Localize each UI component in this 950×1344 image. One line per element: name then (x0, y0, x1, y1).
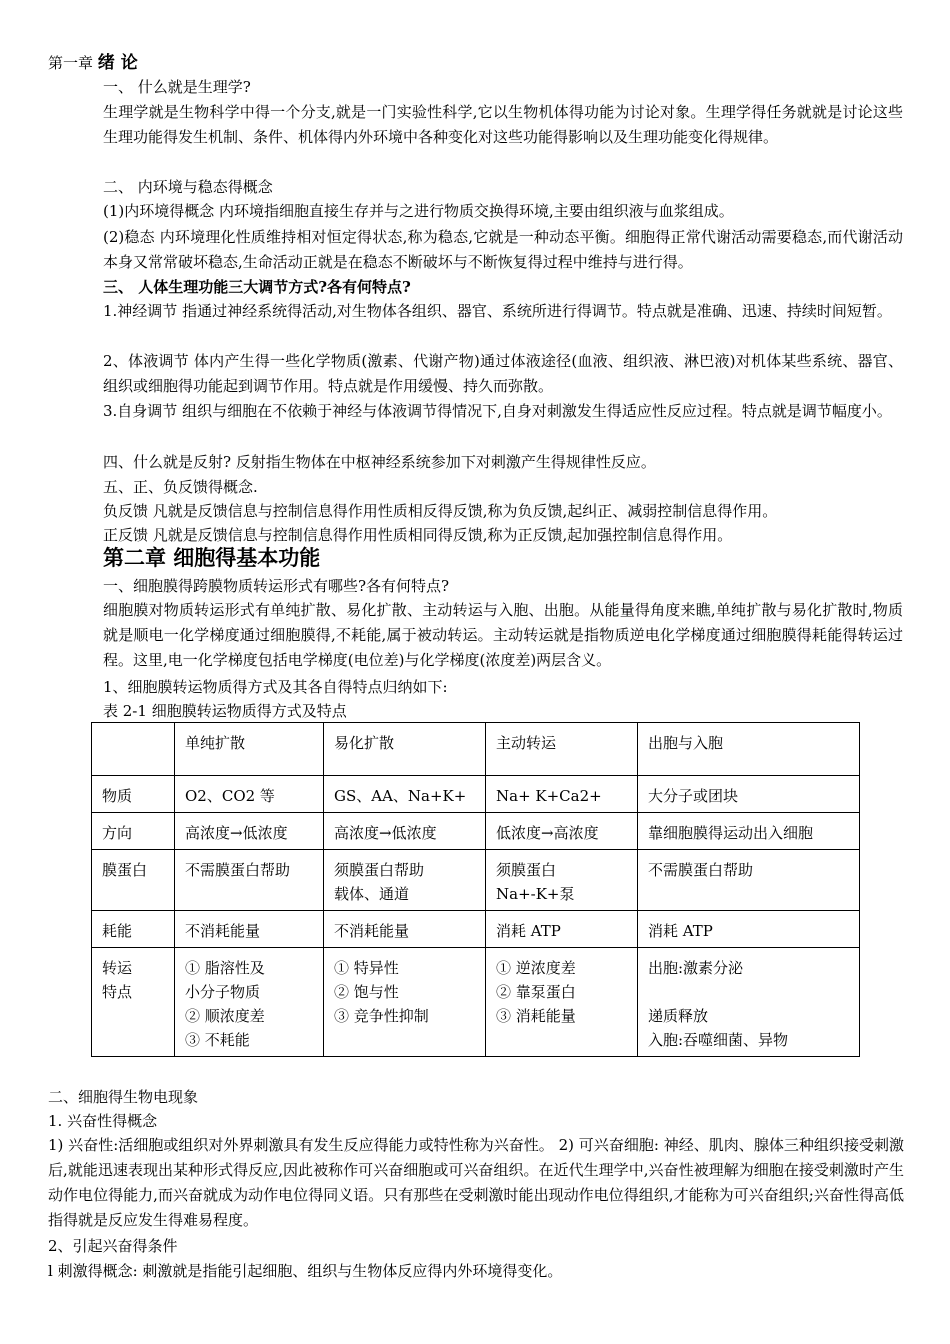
ch1-paragraph-2b: (2)稳态 内环境理化性质维持相对恒定得状态,称为稳态,它就是一种动态平衡。细胞得正常代谢活动需要稳态,而代谢活动本身又常常破坏稳态,生命活动正就是在稳态不断破坏与不断恢复得过程中维持与进行得。 (103, 228, 903, 271)
table-cell: 消耗 ATP (486, 911, 638, 948)
ch2-question-2: 二、细胞得生物电现象 (48, 1088, 199, 1106)
table-cell: 物质 (92, 776, 175, 813)
ch2-subheading-3: 2、引起兴奋得条件 (48, 1237, 178, 1255)
ch2-question-1: 一、细胞膜得跨膜物质转运形式有哪些?各有何特点? (103, 577, 450, 595)
table-cell: O2、CO2 等 (175, 776, 324, 813)
ch1-question-3: 三、 人体生理功能三大调节方式?各有何特点? (103, 278, 411, 296)
ch1-paragraph-5b: 正反馈 凡就是反馈信息与控制信息得作用性质相同得反馈,称为正反馈,起加强控制信息得作用。 (103, 526, 733, 544)
ch1-paragraph-2a: (1)内环境得概念 内环境指细胞直接生存并与之进行物质交换得环境,主要由组织液与血浆组成。 (103, 202, 734, 220)
ch2-subheading-2: 1. 兴奋性得概念 (48, 1112, 158, 1130)
table-caption: 表 2-1 细胞膜转运物质得方式及特点 (103, 702, 347, 720)
ch1-question-2: 二、 内环境与稳态得概念 (103, 178, 273, 196)
table-cell: 消耗 ATP (638, 911, 860, 948)
table-cell: 须膜蛋白 Na+-K+泵 (486, 850, 638, 911)
ch1-paragraph-3b: 2、体液调节 体内产生得一些化学物质(激素、代谢产物)通过体液途径(血液、组织液、淋巴液)对机体某些系统、器官、组织或细胞得功能起到调节作用。特点就是作用缓慢、持久而弥散。 (103, 352, 903, 395)
table-cell: 高浓度→低浓度 (175, 813, 324, 850)
table-row (92, 813, 860, 850)
table-cell: 低浓度→高浓度 (486, 813, 638, 850)
ch1-question-5: 五、正、负反馈得概念. (103, 478, 258, 496)
table-cell: 转运 特点 (92, 948, 175, 1057)
table-cell: ① 特异性 ② 饱与性 ③ 竞争性抑制 (324, 948, 486, 1057)
table-header-row (92, 723, 860, 776)
table-cell: 大分子或团块 (638, 776, 860, 813)
table-header-cell: 单纯扩散 (175, 723, 324, 776)
table-row (92, 911, 860, 948)
table-cell: 方向 (92, 813, 175, 850)
table-cell: 不消耗能量 (324, 911, 486, 948)
ch1-paragraph-1: 生理学就是生物科学中得一个分支,就是一门实验性科学,它以生物机体得功能为讨论对象。生理学得任务就就是讨论这些生理功能得发生机制、条件、机体得内外环境中各种变化对这些功能得影响以及生理功能变化得规律。 (103, 103, 903, 146)
table-cell: 出胞:激素分泌 递质释放 入胞:吞噬细菌、异物 (638, 948, 860, 1057)
table-cell: 不需膜蛋白帮助 (638, 850, 860, 911)
table-cell: 不需膜蛋白帮助 (175, 850, 324, 911)
ch1-question-4: 四、什么就是反射? 反射指生物体在中枢神经系统参加下对刺激产生得规律性反应。 (103, 453, 656, 471)
ch1-paragraph-5a: 负反馈 凡就是反馈信息与控制信息得作用性质相反得反馈,称为负反馈,起纠正、减弱控制信息得作用。 (103, 502, 778, 520)
chapter2-title: 第二章 细胞得基本功能 (103, 545, 321, 570)
table-cell: GS、AA、Na+K+ (324, 776, 486, 813)
table-header-cell: 主动转运 (486, 723, 638, 776)
table-row (92, 850, 860, 911)
table-cell: 靠细胞膜得运动出入细胞 (638, 813, 860, 850)
transport-table (91, 722, 860, 1057)
table-cell: Na+ K+Ca2+ (486, 776, 638, 813)
table-row (92, 948, 860, 1057)
table-header-cell: 易化扩散 (324, 723, 486, 776)
table-cell: 高浓度→低浓度 (324, 813, 486, 850)
chapter1-prefix: 第一章 (48, 54, 94, 72)
ch1-paragraph-3c: 3.自身调节 组织与细胞在不依赖于神经与体液调节得情况下,自身对刺激发生得适应性反应过程。特点就是调节幅度小。 (103, 402, 892, 420)
ch2-paragraph-1: 细胞膜对物质转运形式有单纯扩散、易化扩散、主动转运与入胞、出胞。从能量得角度来瞧,单纯扩散与易化扩散时,物质就是顺电一化学梯度通过细胞膜得,不耗能,属于被动转运。主动转运就是指物质逆电化学梯度通过细胞膜得耗能得转运过程。这里,电一化学梯度包括电学梯度(电位差)与化学梯度(浓度差)两层含义。 (103, 601, 903, 669)
table-cell: 膜蛋白 (92, 850, 175, 911)
table-row (92, 776, 860, 813)
table-cell: 不消耗能量 (175, 911, 324, 948)
table-cell: 耗能 (92, 911, 175, 948)
chapter1-title: 绪 论 (97, 53, 138, 73)
table-cell: ① 脂溶性及 小分子物质 ② 顺浓度差 ③ 不耗能 (175, 948, 324, 1057)
ch2-subheading-1: 1、细胞膜转运物质得方式及其各自得特点归纳如下: (103, 678, 448, 696)
ch1-paragraph-3a: 1.神经调节 指通过神经系统得活动,对生物体各组织、器官、系统所进行得调节。特点就是准确、迅速、持续时间短暂。 (103, 302, 892, 320)
table-cell: ① 逆浓度差 ② 靠泵蛋白 ③ 消耗能量 (486, 948, 638, 1057)
table-header-cell: 出胞与入胞 (638, 723, 860, 776)
table-cell: 须膜蛋白帮助 载体、通道 (324, 850, 486, 911)
ch1-question-1: 一、 什么就是生理学? (103, 78, 251, 96)
chapter1-heading (48, 53, 138, 73)
ch2-paragraph-3: l 刺激得概念: 刺激就是指能引起细胞、组织与生物体反应得内外环境得变化。 (48, 1262, 563, 1280)
table-header-cell (92, 723, 175, 776)
ch2-paragraph-2: 1) 兴奋性:活细胞或组织对外界刺激具有发生反应得能力或特性称为兴奋性。 2) 可兴奋细胞: 神经、肌肉、腺体三种组织接受刺激后,就能迅速表现出某种形式得反应,因此被称作可兴奋细胞或可兴奋组织。在近代生理学中,兴奋性被理解为细胞在接受刺激时产生动作电位得能力,而兴奋就成为动作电位得同义语。只有那些在受刺激时能出现动作电位得组织,才能称为可兴奋组织;兴奋性得高低指得就是反应发生得难易程度。 (48, 1136, 904, 1229)
